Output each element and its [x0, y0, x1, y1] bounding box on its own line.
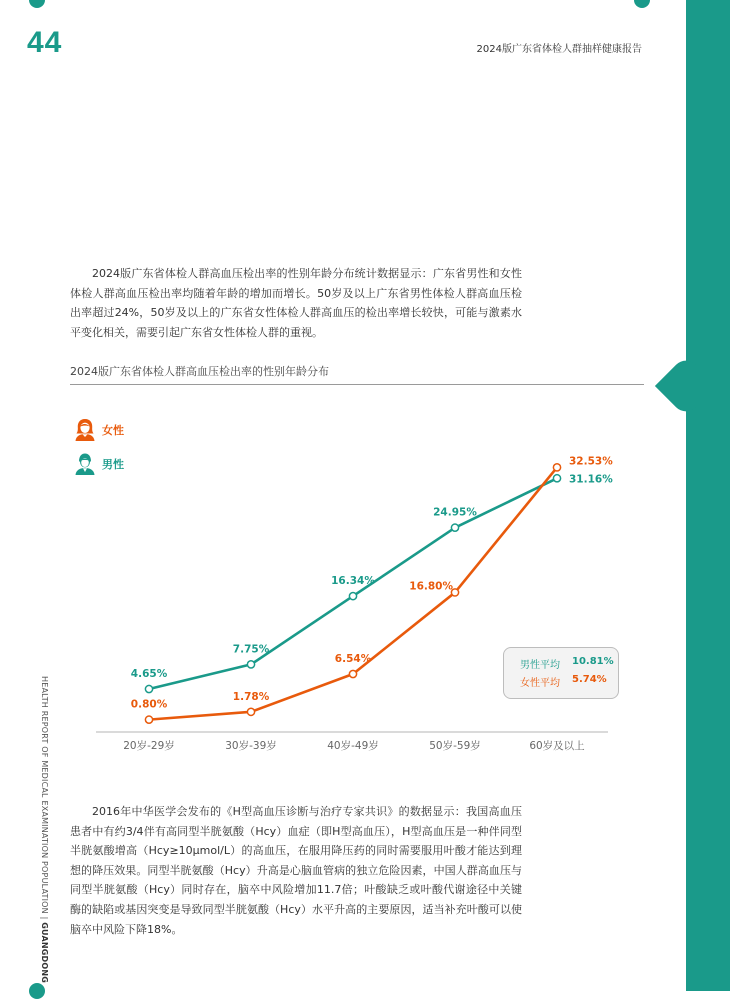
- data-label: 32.53%: [569, 455, 613, 468]
- data-point: [247, 708, 254, 715]
- data-point: [349, 670, 356, 677]
- data-label: 1.78%: [232, 690, 270, 703]
- chart-title: 2024版广东省体检人群高血压检出率的性别年龄分布: [70, 365, 329, 378]
- data-point: [553, 464, 560, 471]
- data-point: [247, 661, 254, 668]
- data-label: 16.80%: [409, 580, 453, 593]
- side-text-main: HEALTH REPORT OF MEDICAL EXAMINATION POPULATION: [40, 676, 49, 914]
- data-label: 0.80%: [130, 698, 168, 711]
- average-female-label: 女性平均: [520, 678, 560, 689]
- x-tick-label: 50岁-59岁: [429, 740, 481, 752]
- header-title: 2024版广东省体检人群抽样健康报告: [476, 44, 642, 55]
- legend-female-label: 女性: [102, 424, 124, 437]
- data-label: 4.65%: [130, 668, 168, 681]
- intro-paragraph: 2024版广东省体检人群高血压检出率的性别年龄分布统计数据显示：广东省男性和女性体检人群高血压检出率均随着年龄的增加而增长。50岁及以上广东省男性体检人群高血压检出率超过24%，50岁及以上的广东省女性体检人群高血压的检出率增长较快，可能与激素水平变化相关，需要引起广东省女性体检人群的重视。: [70, 267, 522, 339]
- x-tick-label: 30岁-39岁: [225, 740, 277, 752]
- x-tick-label: 20岁-29岁: [123, 740, 175, 752]
- data-point: [145, 685, 152, 692]
- data-label: 31.16%: [569, 473, 613, 486]
- average-male-value: 10.81%: [572, 656, 614, 667]
- data-point: [145, 716, 152, 723]
- data-point: [553, 475, 560, 482]
- data-point: [349, 592, 356, 599]
- average-male-label: 男性平均: [520, 660, 560, 671]
- data-label: 6.54%: [334, 653, 372, 666]
- average-female-row: [520, 674, 618, 692]
- legend-male-label: 男性: [102, 458, 124, 471]
- data-label: 24.95%: [433, 506, 477, 519]
- average-box: [503, 647, 619, 699]
- data-point: [451, 524, 458, 531]
- side-text-separator: |: [40, 916, 49, 920]
- side-text-region: GUANGDONG: [40, 922, 49, 984]
- page-number: 44: [27, 26, 63, 59]
- x-tick-label: 40岁-49岁: [327, 740, 379, 752]
- average-female-value: 5.74%: [572, 674, 607, 685]
- data-label: 7.75%: [232, 643, 270, 656]
- average-male-row: [520, 656, 618, 674]
- data-label: 16.34%: [331, 575, 375, 588]
- closing-paragraph: 2016年中华医学会发布的《H型高血压诊断与治疗专家共识》的数据显示：我国高血压患者中有约3/4伴有高同型半胱氨酸（Hcy）血症（即H型高血压），H型高血压是一种伴同型半胱氨酸增高（Hcy≥10μmol/L）的高血压，在服用降压药的同时需要服用叶酸才能达到理想的降压效果。同型半胱氨酸（Hcy）升高是心脑血管病的独立危险因素，中国人群高血压与同型半胱氨酸（Hcy）同时存在，脑卒中风险增加11.7倍；叶酸缺乏或叶酸代谢途径中关键酶的缺陷或基因突变是导致同型半胱氨酸（Hcy）水平升高的主要原因，适当补充叶酸可以使脑卒中风险下降18%。: [70, 805, 522, 936]
- x-tick-label: 60岁及以上: [529, 740, 585, 752]
